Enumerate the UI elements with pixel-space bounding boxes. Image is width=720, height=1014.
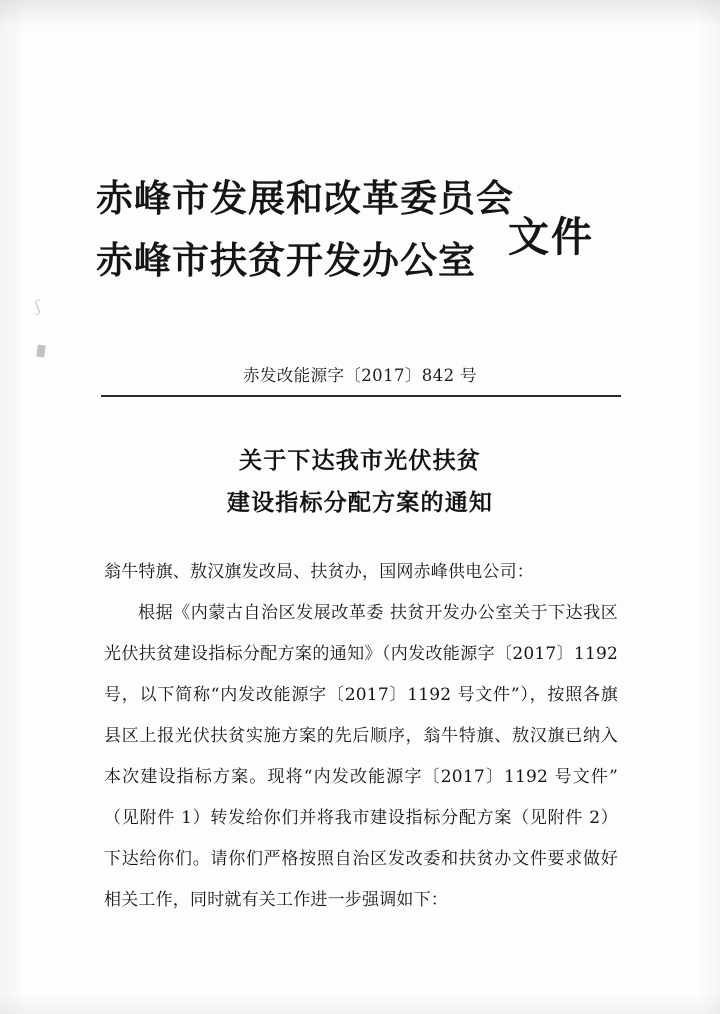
recipient-line: 翁牛特旗、敖汉旗发改局、扶贫办，国网赤峰供电公司：: [104, 562, 534, 582]
masthead-divider-rule: [101, 395, 621, 397]
masthead-document-word: 文件: [508, 213, 594, 261]
issuing-authority-line-1: 赤峰市发展和改革委员会: [96, 176, 514, 220]
page-bottom-shadow: [0, 994, 720, 1014]
masthead-row-2: [0, 230, 720, 292]
scan-artifact-mark: ʃ: [33, 296, 42, 316]
scan-artifact-speck: [36, 345, 46, 358]
document-title-line-1: 关于下达我市光伏扶贫: [239, 447, 481, 474]
document-number: 赤发改能源字〔2017〕842 号: [242, 366, 478, 385]
masthead-row-1: [0, 168, 720, 230]
page-top-shadow: [0, 0, 720, 26]
body-paragraph-1: 根据《内蒙古自治区发展改革委 扶贫开发办公室关于下达我区光伏扶贫建设指标分配方案的通知》（内发改能源字〔2017〕1192 号，以下简称“内发改能源字〔2017〕1192 号文件”），按照各旗县区上报光伏扶贫实施方案的先后顺序，翁牛特旗、敖汉旗已纳入本次建设指标方案。现将“内发改能源字〔2017〕1192 号文件”（见附件 1）转发给你们并将我市建设指标分配方案（见附件 2）下达给你们。请你们严格按照自治区发改委和扶贫办文件要求做好相关工作，同时就有关工作进一步强调如下：: [104, 603, 618, 910]
document-masthead: [0, 168, 720, 292]
document-body: [104, 552, 618, 921]
issuing-authority-line-2: 赤峰市扶贫开发办公室: [96, 238, 476, 282]
document-title: [0, 440, 720, 524]
document-title-line-2: 建设指标分配方案的通知: [226, 489, 494, 516]
